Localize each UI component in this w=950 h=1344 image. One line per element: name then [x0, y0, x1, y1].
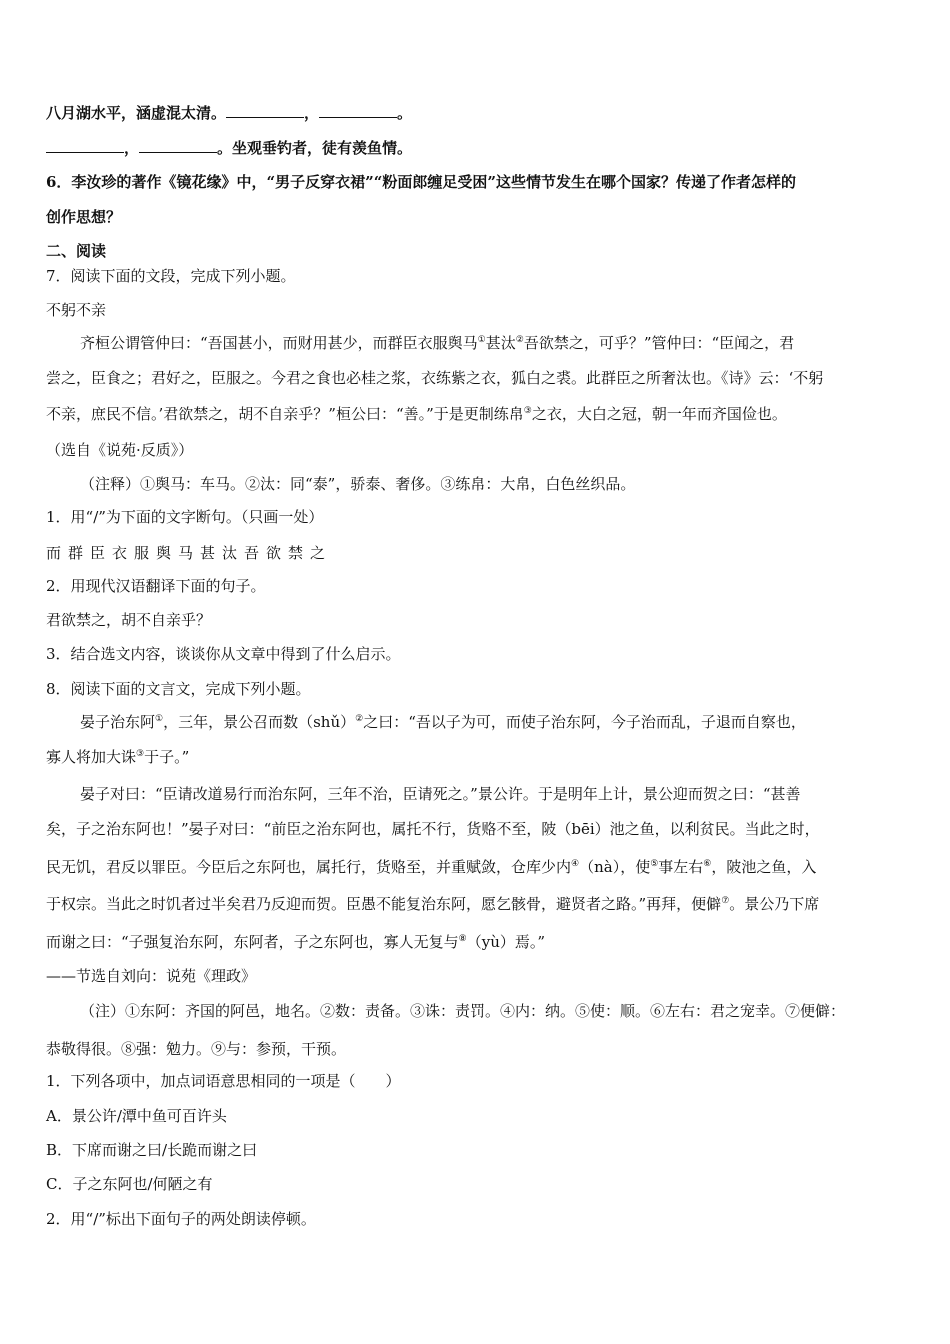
passage-2-line-3: 晏子对曰：“臣请改道易行而治东阿，三年不治，臣请死之。”景公许。于是明年上计，景公迎而贺之曰：“甚善: [80, 785, 801, 803]
footnote-ref: ②: [515, 335, 524, 345]
footnote-ref: ⑥: [703, 859, 712, 869]
option-b[interactable]: B．下席而谢之曰/长跪而谢之曰: [46, 1141, 258, 1159]
passage-1-notes: （注释）①舆马：车马。②汰：同“泰”，骄泰、奢侈。③练帛：大帛，白色丝织品。: [80, 475, 636, 493]
passage-title: 不躬不亲: [46, 301, 107, 319]
footnote-ref: ⑤: [650, 859, 659, 869]
footnote-ref: ⑧: [458, 934, 467, 944]
poem-text-2: 。坐观垂钓者，徒有羡鱼情。: [217, 139, 413, 157]
passage-1-line-1: 齐桓公谓管仲曰：“吾国甚小，而财用甚少，而群臣衣服舆马①甚汰②吾欲禁之，可乎？”管仲曰：“臣闻之，君: [80, 334, 795, 352]
option-a[interactable]: A．景公许/潭中鱼可百许头: [46, 1107, 227, 1125]
passage-2-line-2: 寡人将加大诛③于子。”: [46, 748, 190, 766]
section-heading: 二、阅读: [46, 242, 107, 260]
punctuation-text: 而群臣衣服舆马甚汰吾欲禁之: [46, 544, 333, 562]
question-8-intro: 8．阅读下面的文言文，完成下列小题。: [46, 680, 311, 698]
passage-1-source: （选自《说苑·反质》）: [46, 441, 194, 459]
footnote-ref: ①: [477, 335, 486, 345]
question-6-line-1: 6．李汝珍的著作《镜花缘》中，“男子反穿衣裙”“粉面郎缠足受困”这些情节发生在哪个国家？传递了作者怎样的: [46, 173, 796, 191]
option-c[interactable]: C．子之东阿也/何陋之有: [46, 1175, 213, 1193]
passage-1-line-3: 不亲，庶民不信。’君欲禁之，胡不自亲乎？”桓公曰：“善。”于是更制练帛③之衣，大白之冠，朝一年而齐国俭也。: [46, 405, 787, 423]
answer-blank-3[interactable]: [46, 138, 124, 153]
footnote-ref: ④: [571, 859, 580, 869]
footnote-ref: ③: [136, 749, 145, 759]
subquestion-7-3: 3．结合选文内容，谈谈你从文章中得到了什么启示。: [46, 645, 401, 663]
poem-line-2: ， 。坐观垂钓者，徒有羡鱼情。: [46, 138, 412, 158]
passage-2-line-1: 晏子治东阿①，三年，景公召而数（shǔ）②之曰：“吾以子为可，而使子治东阿，今子治而乱，子退而自察也，: [80, 713, 806, 731]
footnote-ref: ⑦: [721, 896, 730, 906]
passage-1-line-2: 尝之，臣食之；君好之，臣服之。今君之食也必桂之浆，衣练紫之衣，狐白之裘。此群臣之所奢汰也。《诗》云：‘不躬: [46, 369, 824, 387]
question-6-line-2: 创作思想？: [46, 208, 122, 226]
footnote-ref: ②: [355, 714, 364, 724]
question-7-intro: 7．阅读下面的文段，完成下列小题。: [46, 267, 296, 285]
passage-2-notes-line-1: （注）①东阿：齐国的阿邑，地名。②数：责备。③诛：责罚。④内：纳。⑤使：顺。⑥左右：君之宠幸。⑦便僻：: [80, 1002, 846, 1020]
poem-text-1: 八月湖水平，涵虚混太清。: [46, 104, 227, 122]
passage-2-line-7: 而谢之曰：“子强复治东阿，东阿者，子之东阿也，寡人无复与⑧（yù）焉。”: [46, 933, 546, 951]
passage-2-notes-line-2: 恭敬得很。⑧强：勉力。⑨与：参预，干预。: [46, 1040, 347, 1058]
poem-line-1: 八月湖水平，涵虚混太清。 ， 。: [46, 104, 413, 122]
translation-sentence: 君欲禁之，胡不自亲乎？: [46, 611, 212, 629]
subquestion-7-2: 2．用现代汉语翻译下面的句子。: [46, 577, 266, 595]
passage-2-source: ——节选自刘向：说苑《理政》: [46, 967, 257, 985]
passage-2-line-4: 矣，子之治东阿也！”晏子对曰：“前臣之治东阿也，属托不行，货赂不至，陂（bēi）池之鱼，以利贫民。当此之时，: [46, 820, 820, 838]
subquestion-8-1: 1．下列各项中，加点词语意思相同的一项是（ ）: [46, 1072, 401, 1090]
footnote-ref: ③: [523, 406, 532, 416]
answer-blank-4[interactable]: [139, 138, 217, 153]
subquestion-8-2: 2．用“/”标出下面句子的两处朗读停顿。: [46, 1210, 316, 1228]
answer-blank-2[interactable]: [319, 103, 397, 118]
passage-2-line-5: 民无饥，君反以罪臣。今臣后之东阿也，属托行，货赂至，并重赋敛，仓库少内④（nà），使⑤事左右⑥，陂池之鱼，入: [46, 858, 817, 876]
subquestion-7-1: 1．用“/”为下面的文字断句。（只画一处）: [46, 508, 324, 526]
answer-blank-1[interactable]: [226, 103, 304, 118]
passage-2-line-6: 于权宗。当此之时饥者过半矣君乃反迎而贺。臣愚不能复治东阿，愿乞骸骨，避贤者之路。”再拜，便僻⑦。景公乃下席: [46, 895, 820, 913]
footnote-ref: ①: [155, 714, 164, 724]
